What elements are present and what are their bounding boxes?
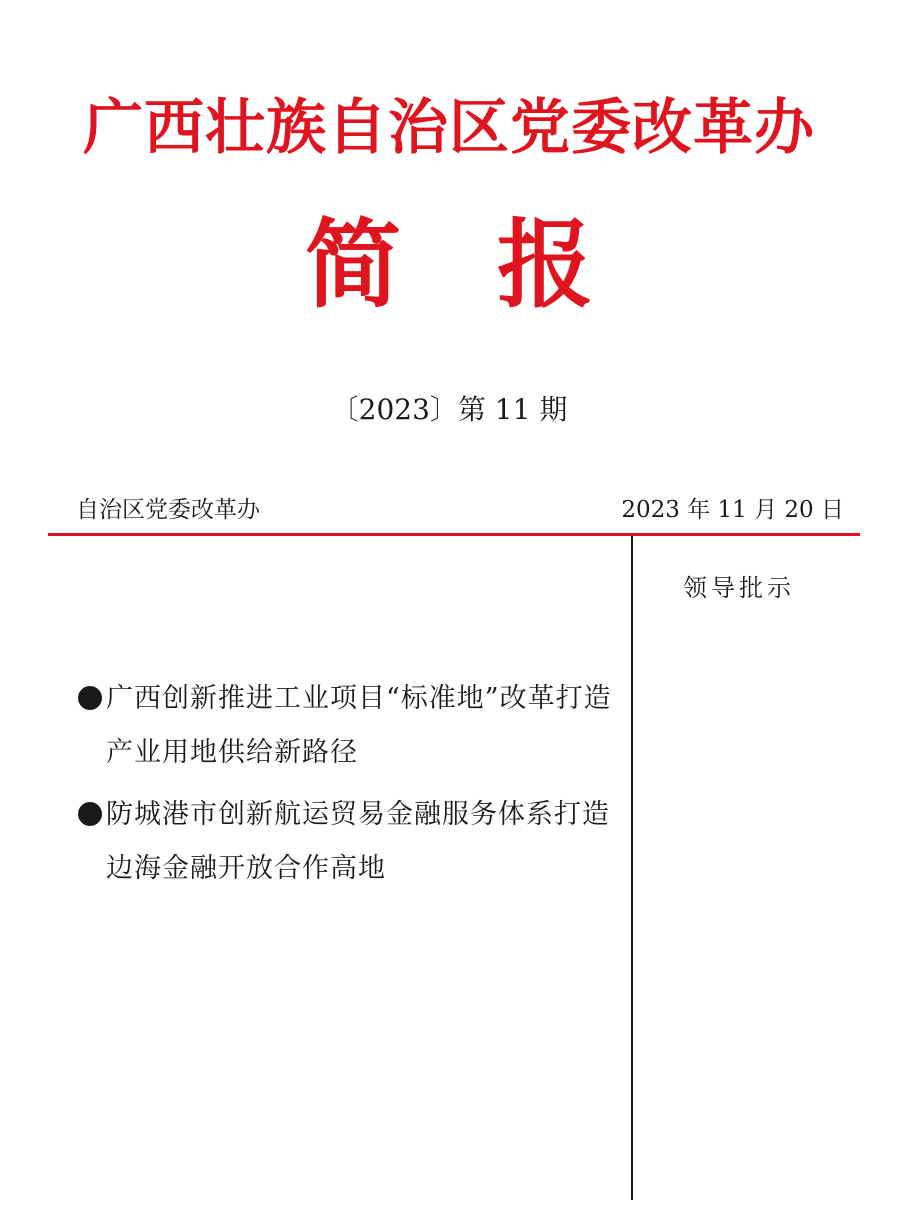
contents-item-title: 广西创新推进工业项目“标准地”改革打造产业用地供给新路径 (106, 683, 612, 768)
issue-number: 〔2023〕第 11 期 (330, 393, 568, 426)
bullet-icon (78, 686, 102, 710)
vertical-divider-line (631, 536, 633, 1200)
contents-item (76, 788, 624, 896)
issue-date: 2023 年 11 月 20 日 (621, 497, 844, 523)
contents-item (76, 672, 624, 780)
contents-item-title: 防城港市创新航运贸易金融服务体系打造边海金融开放合作高地 (106, 799, 610, 884)
document-type-title: 简报 (305, 209, 689, 321)
bullet-icon (78, 802, 102, 826)
issuer-name: 自治区党委改革办 (76, 497, 260, 523)
contents-list (76, 672, 624, 904)
red-divider-line (48, 533, 860, 536)
leader-comment-label: 领导批示 (683, 574, 795, 602)
masthead-title: 广西壮族自治区党委改革办 (83, 93, 815, 163)
